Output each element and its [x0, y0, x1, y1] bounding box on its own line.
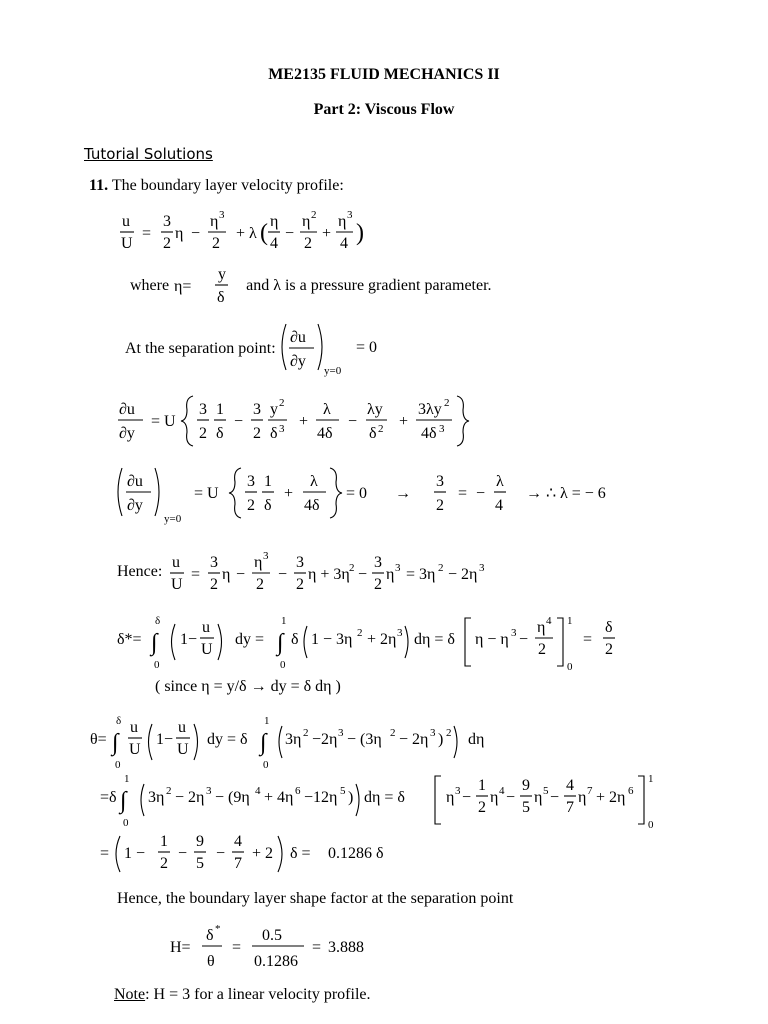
note-label: Note: [114, 986, 146, 1003]
svg-text:1: 1: [567, 615, 573, 627]
svg-text:δ: δ: [270, 425, 278, 442]
svg-text:→ ∴: → ∴: [526, 485, 557, 502]
svg-text:4: 4: [546, 615, 552, 627]
svg-text:η: η: [534, 789, 543, 806]
svg-text:∂u: ∂u: [127, 473, 143, 490]
svg-text:=: =: [191, 566, 201, 583]
svg-text:y=0: y=0: [323, 365, 341, 377]
svg-text:2: 2: [444, 397, 450, 409]
svg-text:2: 2: [256, 576, 265, 593]
svg-text:δ: δ: [155, 615, 161, 627]
svg-text:1: 1: [264, 473, 272, 490]
svg-text:5: 5: [340, 785, 346, 797]
svg-text:2: 2: [378, 423, 384, 435]
svg-text:2: 2: [163, 235, 171, 252]
svg-text:δ*=: δ*=: [117, 631, 142, 648]
svg-text:−: −: [476, 485, 486, 502]
svg-text:1: 1: [264, 715, 270, 727]
svg-text:2: 2: [296, 576, 305, 593]
svg-text:δ: δ: [264, 497, 272, 514]
svg-text:3: 3: [247, 473, 255, 490]
svg-text:2: 2: [160, 855, 168, 872]
svg-text:4: 4: [566, 777, 574, 794]
svg-text:0: 0: [648, 819, 654, 831]
svg-text:+ 4η: + 4η: [264, 789, 294, 806]
svg-text:η: η: [490, 789, 499, 806]
svg-text:−: −: [358, 566, 368, 583]
svg-text:θ: θ: [207, 953, 215, 970]
svg-text:u: u: [130, 719, 138, 736]
svg-text:∂y: ∂y: [127, 497, 143, 514]
svg-text:u: u: [122, 213, 130, 230]
momentum-thickness-value: [100, 826, 430, 882]
svg-text:+ 2: + 2: [252, 845, 274, 862]
svg-text:= U: = U: [194, 485, 219, 502]
svg-text:U: U: [177, 741, 189, 758]
svg-text:−2η: −2η: [312, 731, 338, 748]
svg-text:θ=: θ=: [90, 731, 107, 748]
svg-text:∫: ∫: [112, 730, 119, 756]
svg-text:∂y: ∂y: [289, 353, 306, 370]
svg-text:U: U: [171, 576, 183, 593]
svg-text:= U: = U: [151, 413, 176, 430]
svg-text:*: *: [215, 923, 221, 935]
svg-text:4: 4: [234, 833, 242, 850]
svg-text:2: 2: [311, 209, 317, 221]
svg-text:−: −: [462, 789, 472, 806]
svg-text:3: 3: [479, 562, 485, 574]
svg-text:2: 2: [247, 497, 255, 514]
svg-text:= 0: = 0: [355, 339, 377, 356]
svg-text:+ 2η: + 2η: [367, 631, 397, 648]
svg-text:1: 1: [648, 773, 654, 785]
svg-text:−: −: [550, 789, 560, 806]
velocity-profile-equation: [118, 206, 418, 256]
svg-text:2: 2: [210, 576, 219, 593]
svg-text:=: =: [583, 631, 593, 648]
since-note: ( since η = y/δ → dy = δ dη ): [155, 678, 341, 695]
svg-text:3: 3: [210, 554, 219, 571]
svg-text:δ: δ: [217, 289, 225, 306]
svg-text:=: =: [312, 939, 322, 956]
svg-text:=δ: =δ: [100, 789, 117, 806]
svg-text:U: U: [129, 741, 141, 758]
svg-text:2: 2: [438, 562, 444, 574]
svg-text:2: 2: [279, 397, 285, 409]
svg-text:H=: H=: [170, 939, 191, 956]
svg-text:−: −: [285, 225, 295, 242]
svg-text:1−: 1−: [156, 731, 174, 748]
svg-text:1: 1: [216, 401, 224, 418]
svg-text:λ: λ: [310, 473, 318, 490]
svg-text:3: 3: [439, 423, 445, 435]
svg-text:4: 4: [255, 785, 261, 797]
svg-text:1: 1: [478, 777, 486, 794]
svg-text:→: →: [395, 485, 411, 502]
momentum-thickness-expanded: [100, 770, 700, 830]
svg-text:3: 3: [395, 562, 401, 574]
svg-text:δ: δ: [116, 715, 122, 727]
svg-text:4: 4: [499, 785, 505, 797]
svg-text:3: 3: [455, 785, 461, 797]
part-title: Part 2: Viscous Flow: [313, 101, 455, 118]
svg-text:=: =: [458, 485, 468, 502]
svg-text:2: 2: [253, 425, 261, 442]
svg-text:): ): [356, 220, 364, 246]
svg-text:−: −: [234, 413, 244, 430]
svg-text:−: −: [191, 225, 201, 242]
svg-text:3: 3: [253, 401, 261, 418]
shape-factor-statement: Hence, the boundary layer shape factor at the separation point: [117, 890, 514, 907]
svg-text:4: 4: [340, 235, 348, 252]
shape-factor-denominator: 0.1286: [254, 953, 298, 970]
svg-text:7: 7: [234, 855, 242, 872]
svg-text:= 0: = 0: [346, 485, 368, 502]
svg-text:4δ: 4δ: [421, 425, 437, 442]
svg-text:− (3η: − (3η: [347, 731, 382, 748]
svg-text:−: −: [216, 845, 226, 862]
problem-statement: [89, 177, 344, 195]
svg-text:η: η: [537, 619, 546, 636]
lambda-result: λ = − 6: [560, 485, 606, 502]
displacement-thickness: [117, 612, 637, 672]
svg-text:4δ: 4δ: [304, 497, 320, 514]
svg-text:η: η: [210, 213, 219, 230]
svg-text:η: η: [386, 566, 395, 583]
svg-text:3η: 3η: [285, 731, 302, 748]
svg-text:u: u: [202, 619, 210, 636]
eta-definition: where η= y δ and λ is a pressure gradient parameter.: [130, 266, 492, 306]
svg-text:): ): [438, 731, 444, 748]
svg-text:−: −: [278, 566, 288, 583]
svg-text:3: 3: [511, 627, 517, 639]
svg-text:dη = δ: dη = δ: [364, 789, 405, 806]
svg-text:2: 2: [374, 576, 383, 593]
svg-text:∂y: ∂y: [119, 425, 135, 442]
svg-text:− 2η: − 2η: [399, 731, 429, 748]
svg-text:η: η: [446, 789, 455, 806]
svg-text:−: −: [519, 631, 529, 648]
svg-text:2: 2: [349, 562, 355, 574]
svg-text:3: 3: [338, 727, 344, 739]
svg-text:2: 2: [446, 727, 452, 739]
svg-text:∂u: ∂u: [119, 401, 135, 418]
svg-text:+ λ: + λ: [236, 225, 257, 242]
note: [114, 986, 371, 1004]
svg-text:3: 3: [374, 554, 383, 571]
svg-text:0: 0: [154, 659, 160, 671]
svg-text:1 −: 1 −: [124, 845, 146, 862]
svg-text:dy = δ: dy = δ: [207, 731, 248, 748]
svg-text:η + 3η: η + 3η: [308, 566, 351, 583]
lambda-derivation: [114, 462, 634, 528]
svg-text:0: 0: [280, 659, 286, 671]
note-text: : H = 3 for a linear velocity profile.: [145, 986, 371, 1003]
svg-text:η: η: [578, 789, 587, 806]
svg-text:3: 3: [430, 727, 436, 739]
svg-text:4δ: 4δ: [317, 425, 333, 442]
shape-factor-equation: [170, 920, 410, 974]
svg-text:3: 3: [296, 554, 305, 571]
svg-text:η: η: [338, 213, 347, 230]
svg-text:= 3η: = 3η: [406, 566, 436, 583]
svg-text:0: 0: [263, 759, 269, 771]
svg-text:∫: ∫: [277, 630, 284, 656]
svg-text:+ 2η: + 2η: [596, 789, 626, 806]
velocity-gradient-equation: [117, 392, 497, 450]
svg-text:η: η: [254, 554, 263, 571]
svg-text:δ: δ: [369, 425, 377, 442]
svg-text:(: (: [260, 220, 268, 246]
svg-text:U: U: [201, 641, 213, 658]
shape-factor-numerator: 0.5: [262, 927, 282, 944]
svg-text:δ: δ: [216, 425, 224, 442]
svg-text:3: 3: [347, 209, 353, 221]
svg-text:3: 3: [206, 785, 212, 797]
svg-text:=: =: [142, 225, 152, 242]
svg-text:1−: 1−: [180, 631, 198, 648]
svg-text:2: 2: [212, 235, 220, 252]
svg-text:2: 2: [478, 799, 486, 816]
svg-text:− (9η: − (9η: [215, 789, 250, 806]
svg-text:2: 2: [166, 785, 172, 797]
svg-text:y: y: [270, 401, 278, 418]
svg-text:3η: 3η: [148, 789, 165, 806]
svg-text:5: 5: [196, 855, 204, 872]
svg-text:dη: dη: [468, 731, 485, 748]
svg-text:3λy: 3λy: [418, 401, 442, 418]
svg-text:∫: ∫: [120, 788, 127, 814]
svg-text:9: 9: [196, 833, 204, 850]
theta-result: 0.1286 δ: [328, 845, 384, 862]
course-title: ME2135 FLUID MECHANICS II: [268, 66, 500, 83]
svg-text:− 2η: − 2η: [175, 789, 205, 806]
svg-text:3: 3: [436, 473, 444, 490]
problem-number: 11.: [89, 177, 109, 194]
svg-text:δ: δ: [291, 631, 299, 648]
svg-text:3: 3: [279, 423, 285, 435]
svg-text:4: 4: [495, 497, 503, 514]
svg-text:λ: λ: [323, 401, 331, 418]
svg-text:2: 2: [538, 641, 546, 658]
svg-text:−12η: −12η: [304, 789, 338, 806]
svg-text:+: +: [399, 413, 409, 430]
svg-text:0: 0: [115, 759, 121, 771]
svg-text:δ: δ: [605, 619, 613, 636]
svg-text:dη = δ: dη = δ: [414, 631, 455, 648]
svg-text:3: 3: [199, 401, 207, 418]
svg-text:2: 2: [303, 727, 309, 739]
svg-text:η: η: [270, 213, 279, 230]
svg-text:U: U: [121, 235, 133, 252]
svg-text:+: +: [299, 413, 309, 430]
svg-text:3: 3: [219, 209, 225, 221]
svg-text:3: 3: [263, 550, 269, 562]
section-heading: Tutorial Solutions: [84, 145, 213, 163]
svg-text:y=0: y=0: [164, 513, 182, 525]
svg-text:−: −: [178, 845, 188, 862]
svg-text:5: 5: [543, 785, 549, 797]
svg-text:2: 2: [199, 425, 207, 442]
svg-text:7: 7: [566, 799, 574, 816]
svg-text:y: y: [218, 266, 227, 283]
svg-text:=: =: [232, 939, 242, 956]
svg-text:u: u: [178, 719, 186, 736]
svg-text:δ: δ: [206, 927, 214, 944]
svg-text:∫: ∫: [260, 730, 267, 756]
problem-text: The boundary layer velocity profile:: [111, 177, 344, 194]
svg-text:2: 2: [436, 497, 444, 514]
svg-text:−: −: [506, 789, 516, 806]
svg-text:0: 0: [567, 661, 573, 673]
svg-text:η: η: [175, 225, 184, 242]
svg-text:=: =: [100, 845, 110, 862]
svg-text:2: 2: [304, 235, 312, 252]
svg-text:1: 1: [124, 773, 130, 785]
svg-text:1 − 3η: 1 − 3η: [311, 631, 353, 648]
momentum-thickness: [90, 712, 530, 772]
svg-text:0: 0: [123, 817, 129, 829]
svg-text:η=: η=: [174, 278, 192, 295]
svg-text:3: 3: [397, 627, 403, 639]
svg-text:u: u: [172, 554, 181, 571]
svg-text:4: 4: [270, 235, 278, 252]
svg-text:2: 2: [390, 727, 396, 739]
shape-factor-result: 3.888: [328, 939, 364, 956]
svg-text:+: +: [322, 225, 332, 242]
svg-text:6: 6: [295, 785, 301, 797]
svg-text:9: 9: [522, 777, 530, 794]
profile-at-separation: Hence: u U = 3 2 η − η 3 2 − 3 2 η + 3η 2 − 3 2 η 3 = 3η 2 − 2η 3: [117, 550, 485, 593]
svg-text:∂u: ∂u: [289, 329, 306, 346]
svg-text:η: η: [302, 213, 311, 230]
svg-text:1: 1: [160, 833, 168, 850]
svg-text:−: −: [348, 413, 358, 430]
svg-text:η − η: η − η: [475, 631, 509, 648]
svg-text:− 2η: − 2η: [448, 566, 478, 583]
svg-text:3: 3: [163, 213, 171, 230]
svg-text:η: η: [222, 566, 231, 583]
svg-text:δ =: δ =: [290, 845, 311, 862]
svg-text:−: −: [236, 566, 246, 583]
svg-text:): ): [348, 789, 354, 806]
svg-text:λy: λy: [367, 401, 383, 418]
svg-text:1: 1: [281, 615, 287, 627]
svg-text:7: 7: [587, 785, 593, 797]
svg-text:+: +: [284, 485, 294, 502]
svg-text:2: 2: [605, 641, 613, 658]
svg-text:5: 5: [522, 799, 530, 816]
svg-text:6: 6: [628, 785, 634, 797]
svg-text:λ: λ: [496, 473, 504, 490]
svg-text:dy =: dy =: [235, 631, 265, 648]
separation-condition: At the separation point: ∂u ∂y y=0 = 0: [125, 320, 398, 378]
svg-text:2: 2: [357, 627, 363, 639]
svg-text:∫: ∫: [151, 630, 158, 656]
